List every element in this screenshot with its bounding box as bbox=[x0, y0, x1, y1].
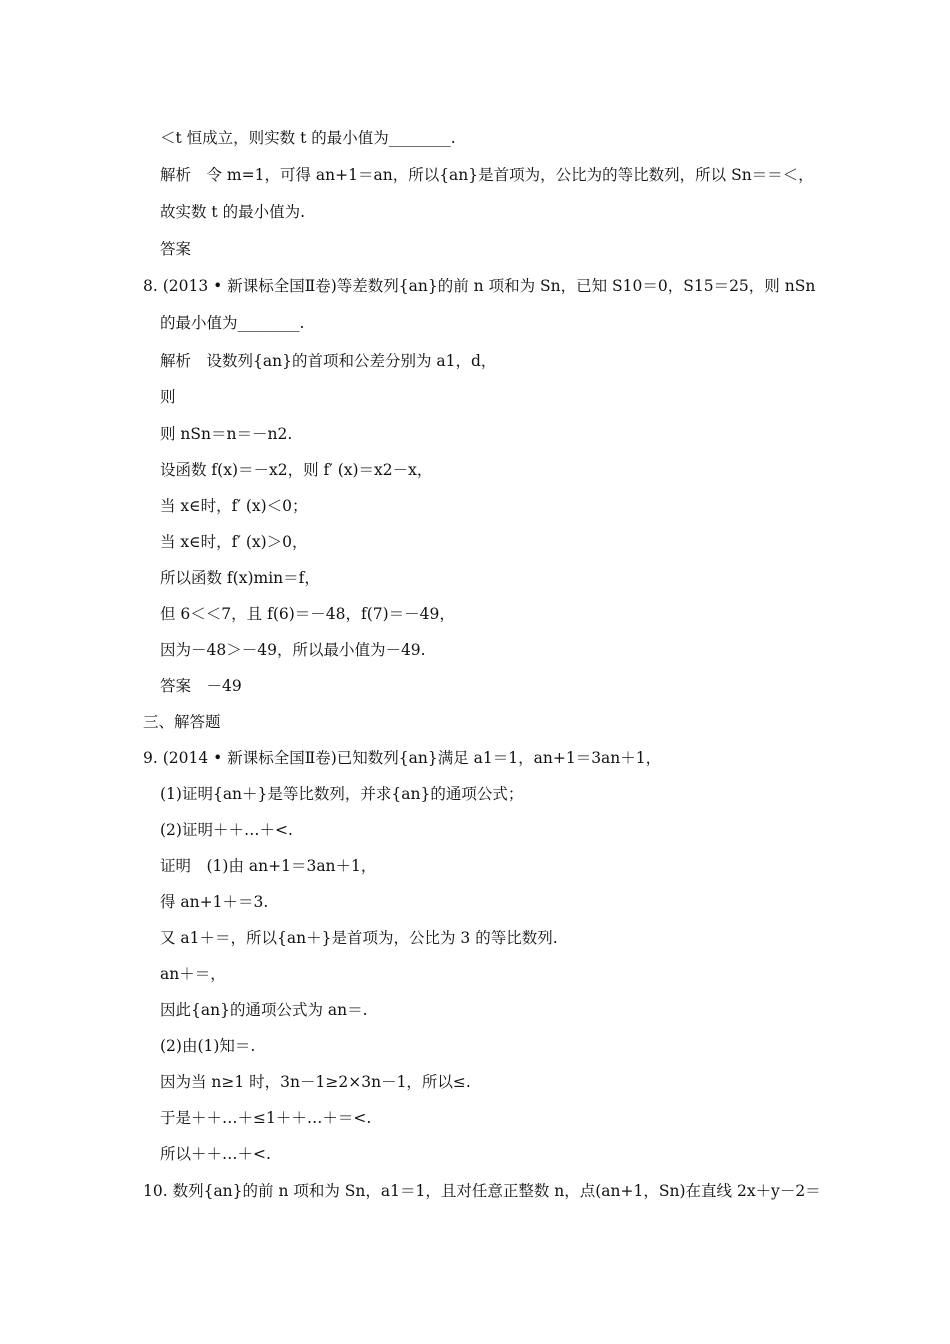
text-line: 解析 设数列{an}的首项和公差分别为 a1，d， bbox=[160, 352, 497, 370]
text-line: 当 x∈时，f′ (x)＜0； bbox=[160, 497, 308, 515]
question-heading: 9. (2014 • 新课标全国Ⅱ卷)已知数列{an}满足 a1＝1，an+1＝3an＋1， bbox=[143, 749, 662, 767]
text-line: an＋＝， bbox=[160, 965, 226, 983]
text-line: 证明 (1)由 an+1＝3an＋1， bbox=[160, 857, 377, 875]
text-line: 所以＋＋…＋<. bbox=[160, 1145, 271, 1163]
text-line: 答案 －49 bbox=[160, 677, 242, 695]
text-line: 但 6＜＜7，且 f(6)＝－48，f(7)＝－49， bbox=[160, 605, 455, 623]
text-line: 因为－48＞－49，所以最小值为－49. bbox=[160, 641, 426, 659]
text-line: 因为当 n≥1 时，3n－1≥2×3n－1，所以≤. bbox=[160, 1073, 471, 1091]
question-heading: 8. (2013 • 新课标全国Ⅱ卷)等差数列{an}的前 n 项和为 Sn，已知 S10＝0，S15＝25，则 nSn bbox=[143, 277, 816, 295]
text-line: 因此{an}的通项公式为 an＝. bbox=[160, 1001, 368, 1019]
question-heading: 10. 数列{an}的前 n 项和为 Sn，a1＝1，且对任意正整数 n，点(an+1，Sn)在直线 2x＋y－2＝ bbox=[143, 1182, 821, 1200]
text-line: 设函数 f(x)＝－x2，则 f′ (x)＝x2－x， bbox=[160, 461, 433, 479]
text-line: 答案 bbox=[160, 240, 192, 258]
section-heading: 三、解答题 bbox=[143, 713, 221, 731]
text-line: (2)由(1)知＝. bbox=[160, 1037, 256, 1055]
text-line: ＜t 恒成立，则实数 t 的最小值为________. bbox=[160, 129, 456, 147]
text-line: 得 an+1＋＝3. bbox=[160, 893, 269, 911]
text-line: 解析 令 m=1，可得 an+1＝an，所以{an}是首项为，公比为的等比数列，所以 Sn＝＝＜， bbox=[160, 166, 814, 184]
text-line: (1)证明{an＋}是等比数列，并求{an}的通项公式； bbox=[160, 785, 524, 803]
text-line: (2)证明＋＋…＋<. bbox=[160, 821, 293, 839]
text-line: 故实数 t 的最小值为. bbox=[160, 203, 306, 221]
text-line: 则 bbox=[160, 388, 176, 406]
text-line: 于是＋＋…＋≤1＋＋…＋＝<. bbox=[160, 1109, 372, 1127]
text-line: 当 x∈时，f′ (x)＞0， bbox=[160, 533, 308, 551]
text-line: 则 nSn＝n＝－n2. bbox=[160, 425, 293, 443]
text-line: 又 a1＋＝，所以{an＋}是首项为，公比为 3 的等比数列. bbox=[160, 929, 558, 947]
text-line: 的最小值为________. bbox=[160, 314, 305, 332]
text-line: 所以函数 f(x)min＝f， bbox=[160, 569, 320, 587]
